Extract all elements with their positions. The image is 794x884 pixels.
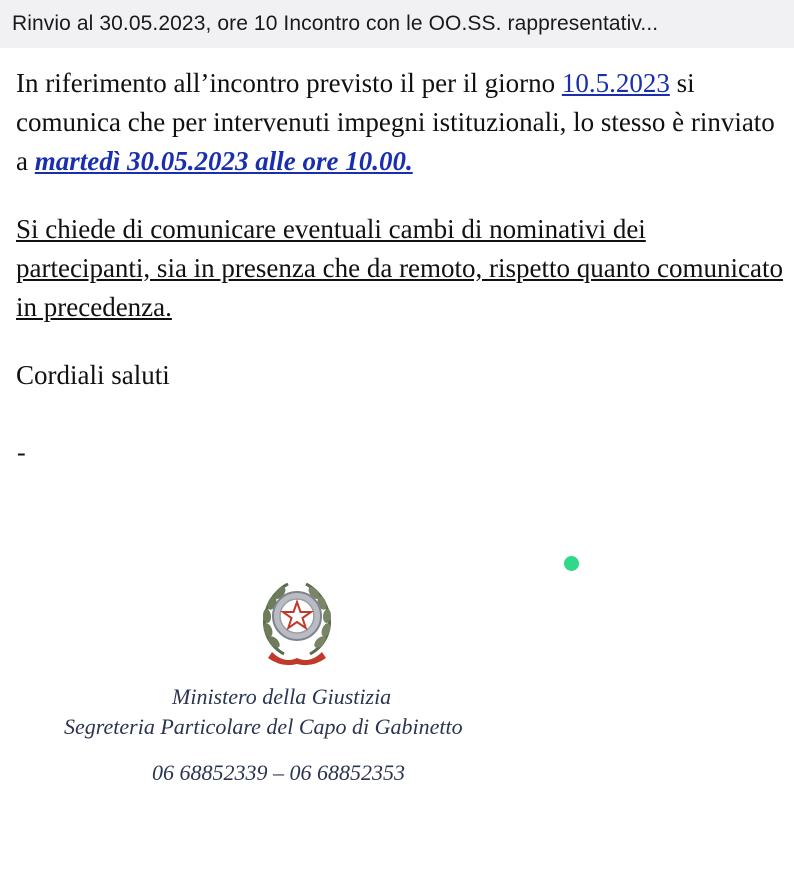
closing-text: Cordiali saluti (16, 360, 170, 390)
separator-dash: - (17, 438, 26, 467)
date-link[interactable]: 10.5.2023 (561, 68, 670, 98)
paragraph-request: Si chiede di comunicare eventuali cambi di nominativi dei partecipanti, sia in presenza che da remoto, rispetto quanto comunicato in precedenza. (16, 214, 783, 322)
email-subject: Rinvio al 30.05.2023, ore 10 Incontro con le OO.SS. rappresentativ... (12, 12, 659, 35)
paragraph-text: In riferimento all’incontro previsto il per il giorno (16, 68, 562, 98)
italian-republic-emblem-icon (254, 572, 340, 668)
signature-ministry: Ministero della Giustizia (172, 684, 392, 709)
paragraph-postponement (16, 64, 786, 181)
signature-office: Segreteria Particolare del Capo di Gabinetto (64, 714, 463, 739)
subject-bar (0, 0, 794, 48)
email-body (16, 64, 786, 395)
signature-phone: 06 68852339 – 06 68852353 (152, 760, 405, 785)
paragraph-text: si comunica che per intervenuti impegni istituzionali, lo stesso è rinviato a (16, 68, 775, 176)
green-dot-icon (564, 556, 579, 571)
new-date-link[interactable]: martedì 30.05.2023 alle ore 10.00. (34, 146, 413, 176)
